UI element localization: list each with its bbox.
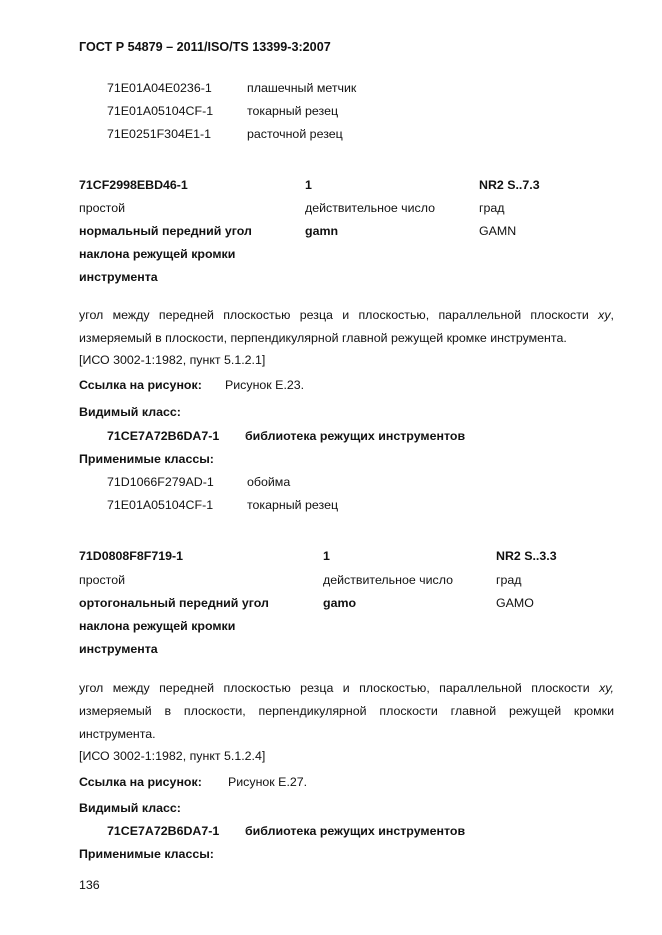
entry1-visible-class-name: библиотека режущих инструментов bbox=[245, 429, 466, 443]
entry2-figure-value: Рисунок E.27. bbox=[228, 775, 308, 789]
entry2-version: 1 bbox=[323, 549, 330, 563]
entry2-definition-line: инструмента. bbox=[79, 727, 156, 741]
entry2-code: GAMO bbox=[496, 596, 534, 610]
entry2-definition-line: измеряемый в плоскости, перпендикулярной плоскости главной режущей кромки bbox=[79, 704, 614, 718]
list-item-name: токарный резец bbox=[247, 104, 339, 118]
list-item-name: плашечный метчик bbox=[247, 81, 357, 95]
entry1-definition-line: угол между передней плоскостью резца и плоскостью, параллельной плоскости bbox=[79, 308, 599, 322]
entry2-source: [ИСО 3002-1:1982, пункт 5.1.2.4] bbox=[79, 749, 266, 763]
entry1-datatype: действительное число bbox=[305, 201, 436, 215]
entry1-figure-label: Ссылка на рисунок: bbox=[79, 378, 202, 392]
entry2-definition-var: xy, bbox=[599, 681, 614, 695]
entry1-symbol: gamn bbox=[305, 224, 339, 238]
entry2-id: 71D0808F8F719-1 bbox=[79, 549, 184, 563]
entry2-name-line: наклона режущей кромки bbox=[79, 619, 236, 633]
list-item-code: 71E0251F304E1-1 bbox=[107, 127, 212, 141]
entry1-definition-var: xy bbox=[598, 308, 611, 322]
list-item-name: расточной резец bbox=[247, 127, 343, 141]
document-header: ГОСТ Р 54879 – 2011/ISO/TS 13399-3:2007 bbox=[79, 40, 331, 54]
entry1-definition: угол между передней плоскостью резца и плоскостью, параллельной плоскости xy, измеряемый в плоскости, перпендикулярной главной режущей кромке инструмента. bbox=[79, 304, 614, 350]
entry1-definition-line: измеряемый в плоскости, перпендикулярной главной режущей кромке инструмента. bbox=[79, 331, 567, 345]
list-item-code: 71E01A04E0236-1 bbox=[107, 81, 212, 95]
entry2-visible-class-label: Видимый класс: bbox=[79, 801, 181, 815]
entry2-applicable-label: Применимые классы: bbox=[79, 847, 214, 861]
entry2-symbol: gamo bbox=[323, 596, 357, 610]
entry2-name-line: ортогональный передний угол bbox=[79, 596, 269, 610]
entry1-applicable-name: токарный резец bbox=[247, 498, 339, 512]
entry1-name-line: нормальный передний угол bbox=[79, 224, 252, 238]
page-number: 136 bbox=[79, 878, 100, 892]
entry2-definition bbox=[79, 677, 614, 746]
entry1-applicable-name: обойма bbox=[247, 475, 291, 489]
entry2-definition-line: угол между передней плоскостью резца и плоскостью, параллельной плоскости bbox=[79, 681, 600, 695]
entry1-figure-value: Рисунок E.23. bbox=[225, 378, 305, 392]
entry2-ref: NR2 S..3.3 bbox=[496, 549, 557, 563]
entry1-name-line: наклона режущей кромки bbox=[79, 247, 236, 261]
entry1-name-line: инструмента bbox=[79, 270, 158, 284]
entry2-type: простой bbox=[79, 573, 126, 587]
entry2-figure-label: Ссылка на рисунок: bbox=[79, 775, 202, 789]
entry1-applicable-code: 71D1066F279AD-1 bbox=[107, 475, 214, 489]
entry1-ref: NR2 S..7.3 bbox=[479, 178, 540, 192]
entry2-unit: град bbox=[496, 573, 522, 587]
entry1-applicable-code: 71E01A05104CF-1 bbox=[107, 498, 214, 512]
entry1-version: 1 bbox=[305, 178, 312, 192]
entry1-visible-class-code: 71CE7A72B6DA7-1 bbox=[107, 429, 220, 443]
entry2-name-line: инструмента bbox=[79, 642, 158, 656]
entry1-unit: град bbox=[479, 201, 505, 215]
list-item-code: 71E01A05104CF-1 bbox=[107, 104, 214, 118]
entry1-type: простой bbox=[79, 201, 126, 215]
entry2-datatype: действительное число bbox=[323, 573, 454, 587]
entry2-visible-class-name: библиотека режущих инструментов bbox=[245, 824, 466, 838]
entry1-code: GAMN bbox=[479, 224, 517, 238]
entry2-visible-class-code: 71CE7A72B6DA7-1 bbox=[107, 824, 220, 838]
entry1-visible-class-label: Видимый класс: bbox=[79, 405, 181, 419]
entry1-source: [ИСО 3002-1:1982, пункт 5.1.2.1] bbox=[79, 353, 266, 367]
entry1-applicable-label: Применимые классы: bbox=[79, 452, 214, 466]
entry1-id: 71CF2998EBD46-1 bbox=[79, 178, 188, 192]
